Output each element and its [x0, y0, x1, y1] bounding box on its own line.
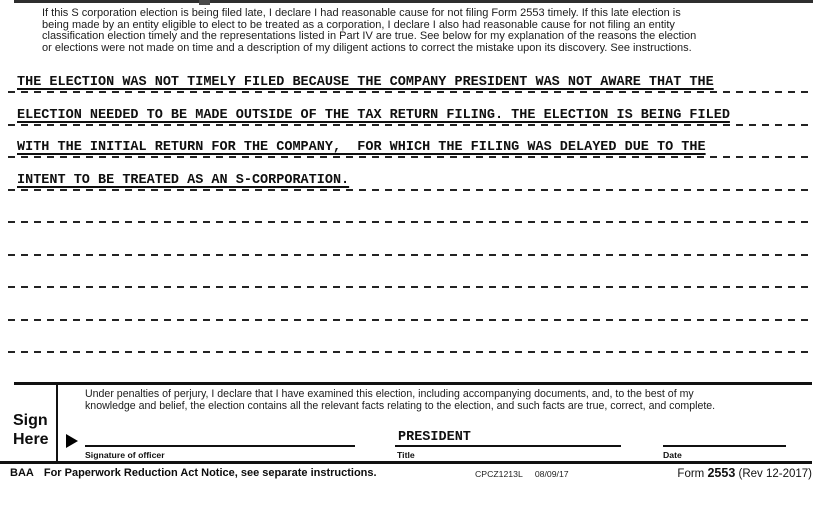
sign-here-label [13, 412, 49, 449]
explanation-line-5[interactable] [8, 197, 810, 223]
explanation-text-1: THE ELECTION WAS NOT TIMELY FILED BECAUSE THE COMPANY PRESIDENT WAS NOT AWARE THAT THE [17, 75, 714, 90]
title-value: PRESIDENT [398, 430, 471, 445]
signature-box-bottom-rule [0, 461, 812, 464]
signature-of-officer-label: Signature of officer [85, 450, 165, 460]
date-field[interactable] [663, 445, 786, 447]
notice-line-4: or elections were not made on time and a description of my diligent actions to correct the mistake upon its discovery. See instructions. [42, 41, 692, 54]
print-code: CPCZ1213L [475, 469, 523, 479]
sign-here-label-line-2: Here [13, 430, 49, 448]
title-label: Title [397, 450, 415, 460]
notice-line-2: being made by an entity eligible to elect to be treated as a corporation, I declare I also had reasonable cause for not filing an entity [42, 18, 675, 31]
explanation-line-8[interactable] [8, 295, 810, 321]
paperwork-reduction-notice [10, 467, 377, 479]
perjury-line-2: knowledge and belief, the election contains all the relevant facts relating to the election, and such facts are true, correct, and complete. [85, 399, 716, 412]
signature-pointer-icon [66, 434, 78, 448]
late-election-notice [42, 8, 696, 54]
explanation-line-9[interactable] [8, 327, 810, 353]
explanation-line-1[interactable] [8, 67, 810, 93]
form-number-reference [677, 466, 812, 480]
signature-box-top-rule [14, 382, 812, 385]
explanation-line-4[interactable] [8, 165, 810, 191]
signature-of-officer-field[interactable] [85, 445, 355, 447]
signature-box-divider [56, 382, 58, 464]
explanation-text-4: INTENT TO BE TREATED AS AN S-CORPORATION. [17, 172, 350, 188]
perjury-statement [85, 389, 715, 413]
form-number: 2553 [707, 466, 736, 480]
paperwork-reduction-notice-text: For Paperwork Reduction Act Notice, see separate instructions. [43, 467, 377, 479]
baa-label: BAA [10, 467, 34, 479]
explanation-text-3: WITH THE INITIAL RETURN FOR THE COMPANY, FOR WHICH THE FILING WAS DELAYED DUE TO THE [17, 140, 706, 155]
notice-line-3: classification election timely and the representations listed in Part IV are true. See below for my explanation of the reasons the election [42, 30, 697, 43]
notice-line-1: If this S corporation election is being filed late, I declare I had reasonable cause for not filing Form 2553 timely. If this late election is [42, 7, 681, 19]
perjury-line-1: Under penalties of perjury, I declare that I have examined this election, including accompanying documents, and, to the best of my [85, 388, 694, 400]
explanation-line-7[interactable] [8, 262, 810, 288]
explanation-line-3[interactable] [8, 132, 810, 158]
form-print-code [475, 469, 569, 479]
explanation-line-6[interactable] [8, 230, 810, 256]
top-divider-rule [14, 0, 813, 3]
print-code-date: 08/09/17 [534, 469, 569, 479]
explanation-line-2[interactable] [8, 100, 810, 126]
title-field[interactable] [395, 445, 621, 447]
top-divider-notch [199, 0, 210, 5]
form-revision: (Rev 12-2017) [738, 468, 812, 480]
form-word: Form [677, 468, 705, 480]
sign-here-label-line-1: Sign [13, 412, 48, 429]
date-label: Date [663, 450, 682, 460]
explanation-text-2: ELECTION NEEDED TO BE MADE OUTSIDE OF THE TAX RETURN FILING. THE ELECTION IS BEING FILED [17, 107, 730, 123]
